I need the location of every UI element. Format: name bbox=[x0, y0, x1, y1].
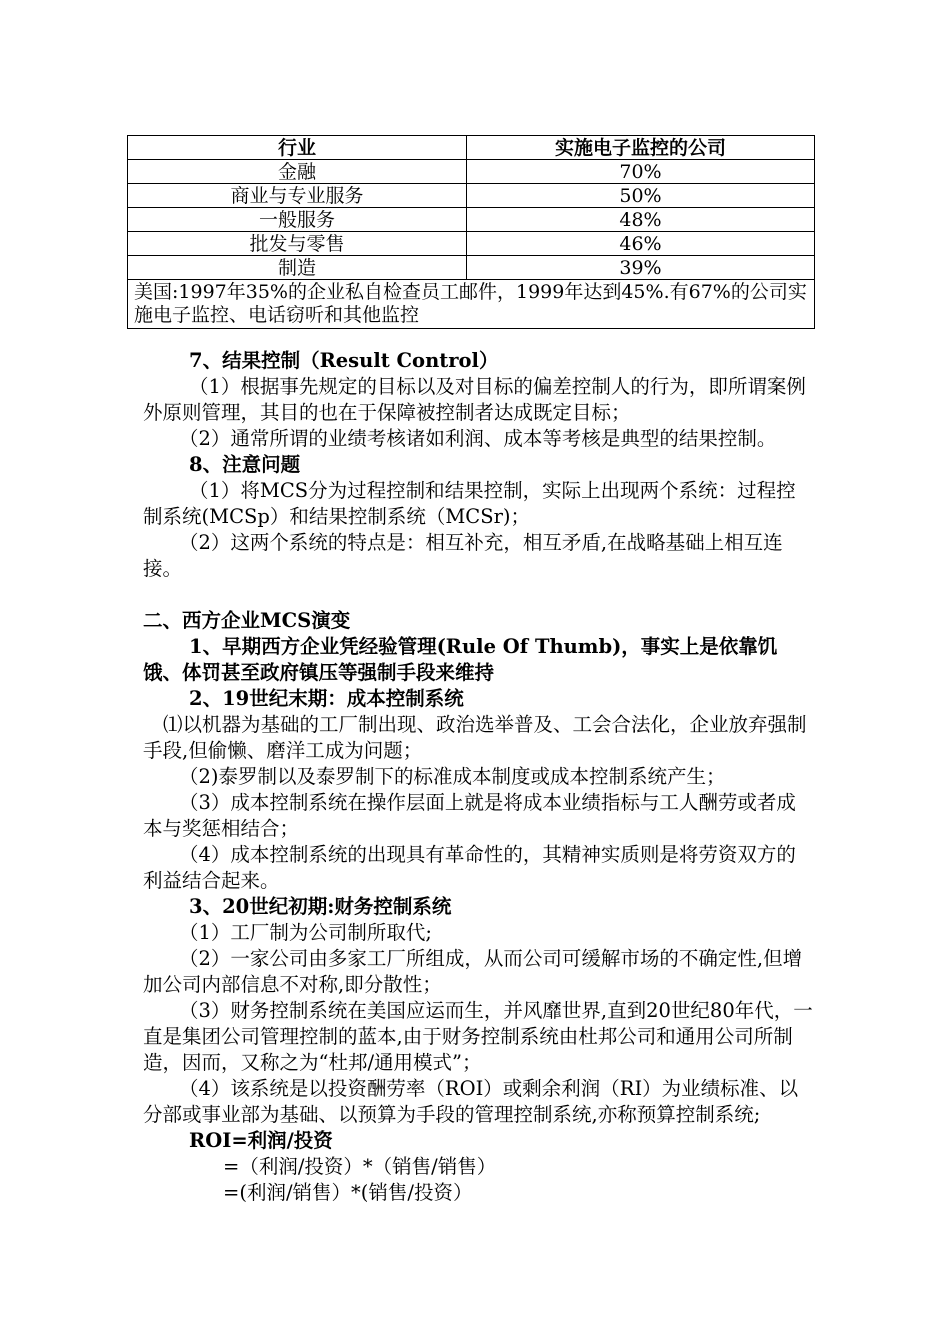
spacer bbox=[143, 582, 813, 608]
table-cell: 48% bbox=[467, 208, 815, 232]
table-note: 美国:1997年35%的企业私自检查员工邮件，1999年达到45%.有67%的公司实施电子监控、电话窃听和其他监控 bbox=[128, 280, 815, 329]
table-header-row bbox=[128, 136, 815, 160]
table-cell: 70% bbox=[467, 160, 815, 184]
table-row bbox=[128, 160, 815, 184]
table-cell: 39% bbox=[467, 256, 815, 280]
table-cell: 批发与零售 bbox=[128, 232, 467, 256]
item-3-para-2: （2）一家公司由多家工厂所组成，从而公司可缓解市场的不确定性,但增加公司内部信息不对称,即分散性； bbox=[143, 947, 803, 996]
section-8-para-1: （1）将MCS分为过程控制和结果控制，实际上出现两个系统：过程控制系统(MCSp）和结果控制系统（MCSr)； bbox=[143, 479, 796, 528]
table-header-companies: 实施电子监控的公司 bbox=[467, 136, 815, 160]
item-2-para-3: （3）成本控制系统在操作层面上就是将成本业绩指标与工人酬劳或者成本与奖惩相结合； bbox=[143, 791, 796, 840]
roi-formula-title: ROI=利润/投资 bbox=[189, 1129, 333, 1152]
item-3-title: 3、20世纪初期:财务控制系统 bbox=[189, 895, 452, 918]
table-cell: 46% bbox=[467, 232, 815, 256]
item-2-para-2: （2)泰罗制以及泰罗制下的标准成本制度或成本控制系统产生； bbox=[179, 765, 726, 788]
section-7-title: 7、结果控制（Result Control） bbox=[189, 349, 499, 372]
table-cell: 金融 bbox=[128, 160, 467, 184]
item-1-title: 1、早期西方企业凭经验管理(Rule Of Thumb)，事实上是依靠饥饿、体罚甚至政府镇压等强制手段来维持 bbox=[143, 635, 778, 684]
section-7-para-2: （2）通常所谓的业绩考核诸如利润、成本等考核是典型的结果控制。 bbox=[179, 427, 777, 450]
item-3-para-1: （1）工厂制为公司制所取代; bbox=[179, 921, 432, 944]
roi-formula-step-1: =（利润/投资）*（销售/销售） bbox=[223, 1155, 497, 1178]
item-2-para-4: （4）成本控制系统的出现具有革命性的，其精神实质则是将劳资双方的利益结合起来。 bbox=[143, 843, 796, 892]
item-2-para-1: ⑴以机器为基础的工厂制出现、政治选举普及、工会合法化，企业放弃强制手段,但偷懒、磨洋工成为问题； bbox=[143, 713, 807, 762]
table-cell: 商业与专业服务 bbox=[128, 184, 467, 208]
table-cell: 一般服务 bbox=[128, 208, 467, 232]
section-7-para-1: （1）根据事先规定的目标以及对目标的偏差控制人的行为，即所谓案例外原则管理，其目的也在于保障被控制者达成既定目标； bbox=[143, 375, 806, 424]
item-2-title: 2、19世纪末期：成本控制系统 bbox=[189, 687, 464, 710]
item-3-para-3: （3）财务控制系统在美国应运而生，并风靡世界,直到20世纪80年代，一直是集团公司管理控制的蓝本,由于财务控制系统由杜邦公司和通用公司所制造，因而，又称之为“杜邦/通用模式”； bbox=[143, 999, 813, 1074]
table-cell: 制造 bbox=[128, 256, 467, 280]
item-3-para-4: （4）该系统是以投资酬劳率（ROI）或剩余利润（RI）为业绩标准、以分部或事业部为基础、以预算为手段的管理控制系统,亦称预算控制系统; bbox=[143, 1077, 799, 1126]
table-cell: 50% bbox=[467, 184, 815, 208]
table-row bbox=[128, 256, 815, 280]
section-8-para-2: （2）这两个系统的特点是：相互补充，相互矛盾,在战略基础上相互连接。 bbox=[143, 531, 783, 580]
table-note-row bbox=[128, 280, 815, 329]
table-header-industry: 行业 bbox=[128, 136, 467, 160]
section-8-title: 8、注意问题 bbox=[189, 453, 301, 476]
monitoring-table bbox=[127, 135, 815, 329]
roi-formula-step-2: =(利润/销售）*(销售/投资） bbox=[223, 1181, 473, 1204]
table-row bbox=[128, 208, 815, 232]
part-2-title: 二、西方企业MCS演变 bbox=[143, 609, 351, 632]
table-row bbox=[128, 184, 815, 208]
table-row bbox=[128, 232, 815, 256]
body-text bbox=[143, 348, 813, 1206]
